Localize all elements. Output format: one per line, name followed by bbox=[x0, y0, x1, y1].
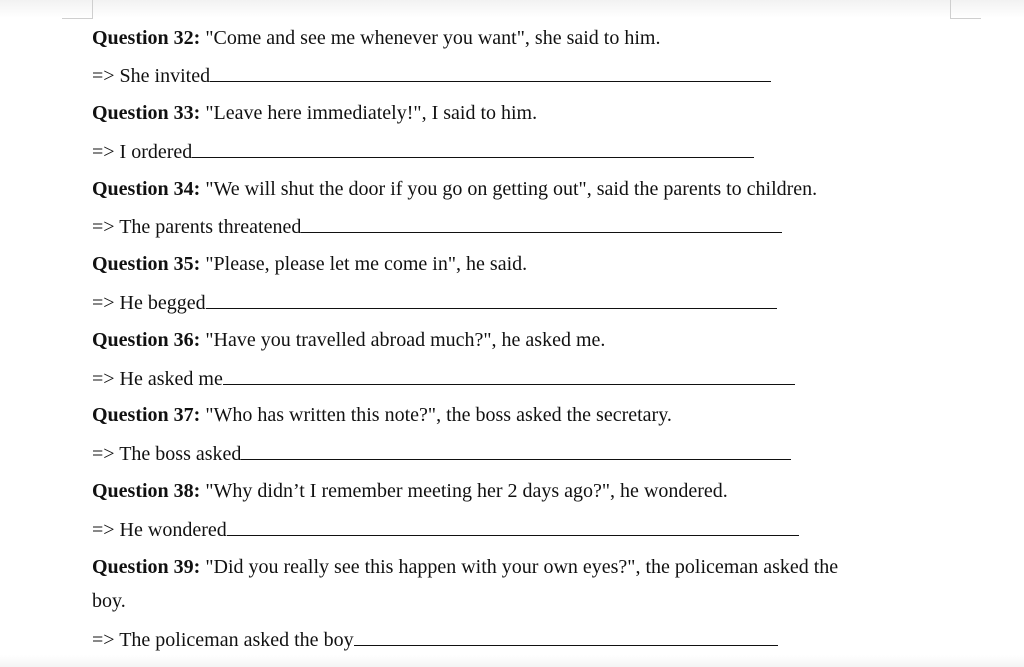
answer-36 bbox=[92, 366, 795, 391]
question-33-prompt: "Leave here immediately!", I said to him. bbox=[200, 102, 538, 124]
question-37 bbox=[92, 403, 672, 427]
answer-33-start: => I ordered bbox=[92, 141, 193, 163]
question-35-label: Question 35: bbox=[92, 253, 201, 275]
question-36-prompt: "Have you travelled abroad much?", he asked me. bbox=[200, 329, 606, 351]
question-32-prompt: "Come and see me whenever you want", she said to him. bbox=[200, 27, 661, 49]
answer-33 bbox=[92, 139, 754, 164]
question-39-prompt-continuation: boy. bbox=[92, 590, 126, 612]
question-38-label: Question 38: bbox=[92, 480, 201, 502]
answer-38 bbox=[92, 517, 799, 542]
question-32-label: Question 32: bbox=[92, 27, 201, 49]
question-36 bbox=[92, 328, 605, 352]
answer-39-start: => The policeman asked the boy bbox=[92, 629, 354, 651]
question-39-continuation bbox=[92, 589, 126, 613]
question-39-prompt: "Did you really see this happen with your own eyes?", the policeman asked the bbox=[200, 556, 839, 578]
answer-32-start: => She invited bbox=[92, 65, 211, 87]
answer-36-start: => He asked me bbox=[92, 368, 223, 390]
answer-39 bbox=[92, 627, 778, 652]
answer-37-blank[interactable] bbox=[241, 441, 791, 460]
answer-34-start: => The parents threatened bbox=[92, 216, 302, 238]
question-39 bbox=[92, 555, 838, 579]
question-34-label: Question 34: bbox=[92, 178, 201, 200]
answer-36-blank[interactable] bbox=[223, 366, 795, 385]
answer-32-blank[interactable] bbox=[210, 63, 771, 82]
question-36-label: Question 36: bbox=[92, 329, 201, 351]
answer-32 bbox=[92, 63, 771, 88]
page-bottom-edge bbox=[0, 655, 1024, 667]
answer-37 bbox=[92, 441, 791, 466]
answer-38-blank[interactable] bbox=[227, 517, 799, 536]
answer-34 bbox=[92, 214, 782, 239]
answer-39-blank[interactable] bbox=[354, 627, 778, 646]
question-32 bbox=[92, 26, 660, 50]
question-34 bbox=[92, 177, 817, 201]
answer-37-start: => The boss asked bbox=[92, 443, 242, 465]
answer-38-start: => He wondered bbox=[92, 519, 227, 541]
question-37-prompt: "Who has written this note?", the boss asked the secretary. bbox=[200, 404, 672, 426]
answer-34-blank[interactable] bbox=[301, 214, 782, 233]
question-35 bbox=[92, 252, 527, 276]
question-33 bbox=[92, 101, 537, 125]
question-35-prompt: "Please, please let me come in", he said. bbox=[200, 253, 528, 275]
answer-35-start: => He begged bbox=[92, 292, 206, 314]
question-33-label: Question 33: bbox=[92, 102, 201, 124]
question-38 bbox=[92, 479, 728, 503]
question-38-prompt: "Why didn’t I remember meeting her 2 days ago?", he wondered. bbox=[200, 480, 728, 502]
answer-35 bbox=[92, 290, 777, 315]
question-37-label: Question 37: bbox=[92, 404, 201, 426]
question-34-prompt: "We will shut the door if you go on getting out", said the parents to children. bbox=[200, 178, 818, 200]
answer-33-blank[interactable] bbox=[192, 139, 754, 158]
question-39-label: Question 39: bbox=[92, 556, 201, 578]
answer-35-blank[interactable] bbox=[206, 290, 777, 309]
